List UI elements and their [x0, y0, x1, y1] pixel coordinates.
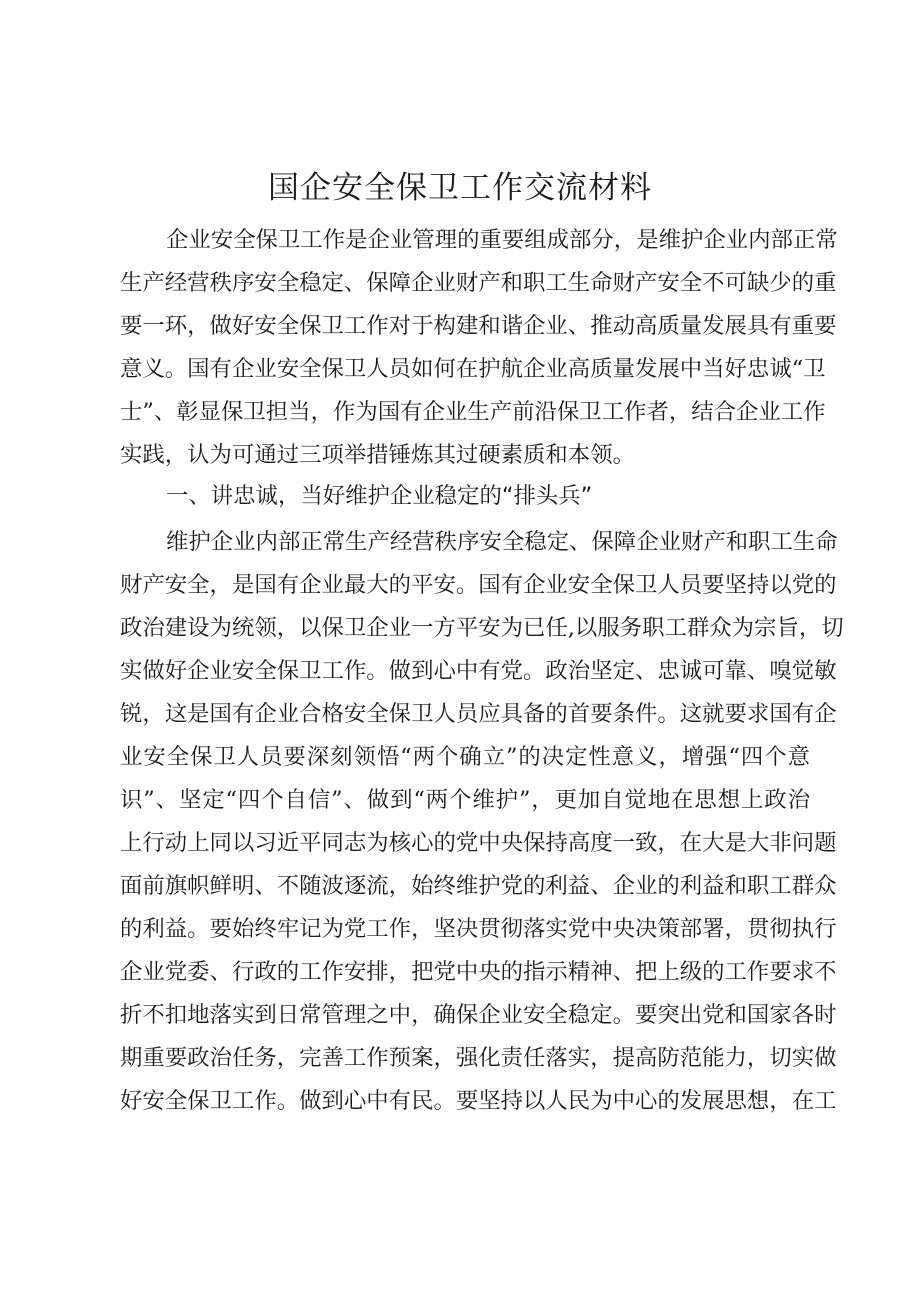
text-line: 识”、坚定“四个自信”、做到“两个维护”，更加自觉地在思想上政治: [120, 787, 810, 813]
text-line: 士”、彰显保卫担当，作为国有企业生产前沿保卫工作者，结合企业工作: [120, 399, 826, 425]
text-line: 面前旗帜鲜明、不随波逐流，始终维护党的利益、企业的利益和职工群众: [120, 873, 837, 899]
text-line: 企业安全保卫工作是企业管理的重要组成部分，是维护企业内部正常: [166, 227, 838, 253]
text-line: 政治建设为统领，以保卫企业一方平安为已任,以服务职工群众为宗旨，切: [120, 615, 844, 641]
section-heading: 一、讲忠诚，当好维护企业稳定的“排头兵”: [166, 483, 593, 509]
text-line: 维护企业内部正常生产经营秩序安全稳定、保障企业财产和职工生命: [166, 529, 838, 555]
document-title: 国企安全保卫工作交流材料: [268, 170, 652, 206]
text-line: 折不扣地落实到日常管理之中，确保企业安全稳定。要突出党和国家各时: [120, 1002, 837, 1028]
text-line: 业安全保卫人员要深刻领悟“两个确立”的决定性意义，增强“四个意: [120, 744, 810, 770]
text-line: 上行动上同以习近平同志为核心的党中央保持高度一致，在大是大非问题: [120, 830, 837, 856]
text-line: 财产安全，是国有企业最大的平安。国有企业安全保卫人员要坚持以党的: [120, 572, 837, 598]
text-line: 期重要政治任务，完善工作预案，强化责任落实，提高防范能力，切实做: [120, 1045, 837, 1071]
text-line: 好安全保卫工作。做到心中有民。要坚持以人民为中心的发展思想，在工: [120, 1088, 837, 1114]
text-line: 实做好企业安全保卫工作。做到心中有党。政治坚定、忠诚可靠、嗅觉敏: [120, 658, 837, 684]
text-line: 意义。国有企业安全保卫人员如何在护航企业高质量发展中当好忠诚“卫: [120, 356, 826, 382]
text-line: 实践，认为可通过三项举措锤炼其过硬素质和本领。: [120, 442, 635, 468]
text-line: 生产经营秩序安全稳定、保障企业财产和职工生命财产安全不可缺少的重: [120, 270, 837, 296]
text-line: 的利益。要始终牢记为党工作，坚决贯彻落实党中央决策部署，贯彻执行: [120, 916, 837, 942]
text-line: 企业党委、行政的工作安排，把党中央的指示精神、把上级的工作要求不: [120, 959, 837, 985]
text-line: 要一环，做好安全保卫工作对于构建和谐企业、推动高质量发展具有重要: [120, 313, 837, 339]
text-line: 锐，这是国有企业合格安全保卫人员应具备的首要条件。这就要求国有企: [120, 701, 837, 727]
